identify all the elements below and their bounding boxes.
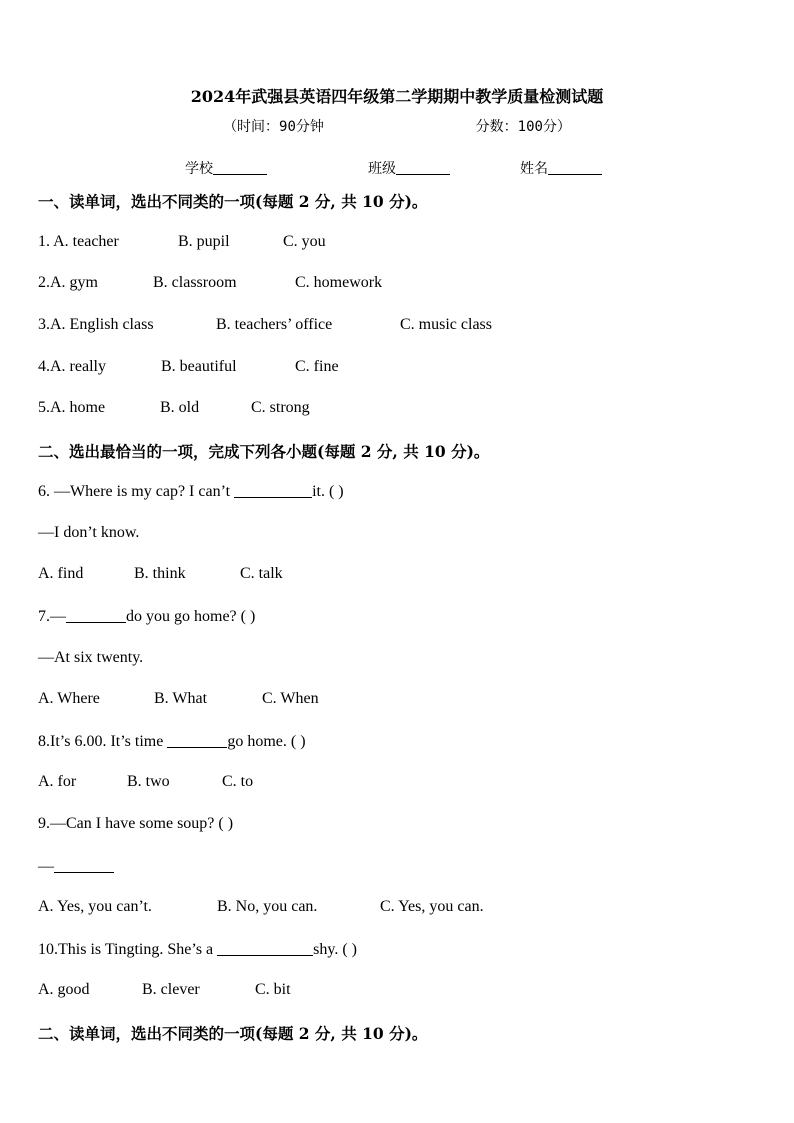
- answer-blank: [167, 732, 227, 748]
- option-b: B. pupil: [178, 233, 230, 250]
- option-b: B. classroom: [153, 274, 237, 291]
- answer-blank: [234, 482, 312, 498]
- question-6-reply: —I don’t know.: [38, 524, 140, 541]
- question-8: 8.It’s 6.00. It’s time go home. ( ): [38, 733, 306, 750]
- question-9: 9.—Can I have some soup? ( ): [38, 815, 234, 832]
- question-5: 5.A. home B. old C. strong: [38, 399, 310, 416]
- question-9-options: A. Yes, you can’t. B. No, you can. C. Yes, you can.: [38, 898, 484, 915]
- school-blank: [213, 160, 267, 175]
- question-7-reply: —At six twenty.: [38, 649, 144, 666]
- option-c: C. talk: [240, 565, 283, 582]
- option-c: C. Yes, you can.: [380, 898, 484, 915]
- option-b: B. What: [154, 690, 208, 707]
- section-heading-2: 二、选出最恰当的一项，完成下列各小题(每题 2 分, 共 10 分)。: [38, 442, 490, 461]
- question-6: 6. —Where is my cap? I can’t it. ( ): [38, 483, 344, 500]
- option-c: C. strong: [251, 399, 310, 416]
- option-c: C. bit: [255, 981, 291, 998]
- page-title: 2024年武强县英语四年级第二学期期中教学质量检测试题: [190, 87, 604, 106]
- option-b: B. old: [160, 399, 200, 416]
- option-c: C. homework: [295, 274, 383, 291]
- option-c: C. When: [262, 690, 319, 707]
- option-c: C. music class: [400, 316, 492, 333]
- question-8-options: A. for B. two C. to: [38, 773, 254, 790]
- name-blank: [548, 160, 602, 175]
- class-field: 班级: [368, 158, 450, 178]
- option-b: B. think: [134, 565, 186, 582]
- exam-time-score: （时间：90分钟 分数：100分）: [223, 119, 571, 135]
- question-2: 2.A. gym B. classroom C. homework: [38, 274, 383, 291]
- option-b: B. beautiful: [161, 358, 237, 375]
- answer-blank: [66, 607, 126, 623]
- question-4: 4.A. really B. beautiful C. fine: [38, 358, 339, 375]
- question-1: 1. A. teacher B. pupil C. you: [38, 233, 326, 250]
- question-10: 10.This is Tingting. She’s a shy. ( ): [38, 941, 357, 958]
- answer-blank: [54, 857, 114, 873]
- question-7-options: A. Where B. What C. When: [38, 690, 319, 707]
- option-b: B. two: [127, 773, 170, 790]
- section-heading-1: 一、读单词，选出不同类的一项(每题 2 分, 共 10 分)。: [38, 192, 428, 211]
- school-field: 学校: [185, 158, 267, 178]
- question-9-reply: —: [38, 857, 114, 876]
- name-field: 姓名: [520, 158, 602, 178]
- option-b: B. teachers’ office: [216, 316, 333, 333]
- class-blank: [396, 160, 450, 175]
- question-10-options: A. good B. clever C. bit: [38, 981, 291, 998]
- question-7: 7.— do you go home? ( ): [38, 608, 256, 625]
- option-c: C. fine: [295, 358, 339, 375]
- option-c: C. you: [283, 233, 326, 250]
- section-heading-3: 二、读单词，选出不同类的一项(每题 2 分, 共 10 分)。: [38, 1024, 428, 1043]
- question-3: 3.A. English class B. teachers’ office C. music class: [38, 316, 492, 333]
- option-b: B. No, you can.: [217, 898, 318, 915]
- answer-blank: [217, 940, 313, 956]
- option-c: C. to: [222, 773, 254, 790]
- option-b: B. clever: [142, 981, 200, 998]
- question-6-options: A. find B. think C. talk: [38, 565, 283, 582]
